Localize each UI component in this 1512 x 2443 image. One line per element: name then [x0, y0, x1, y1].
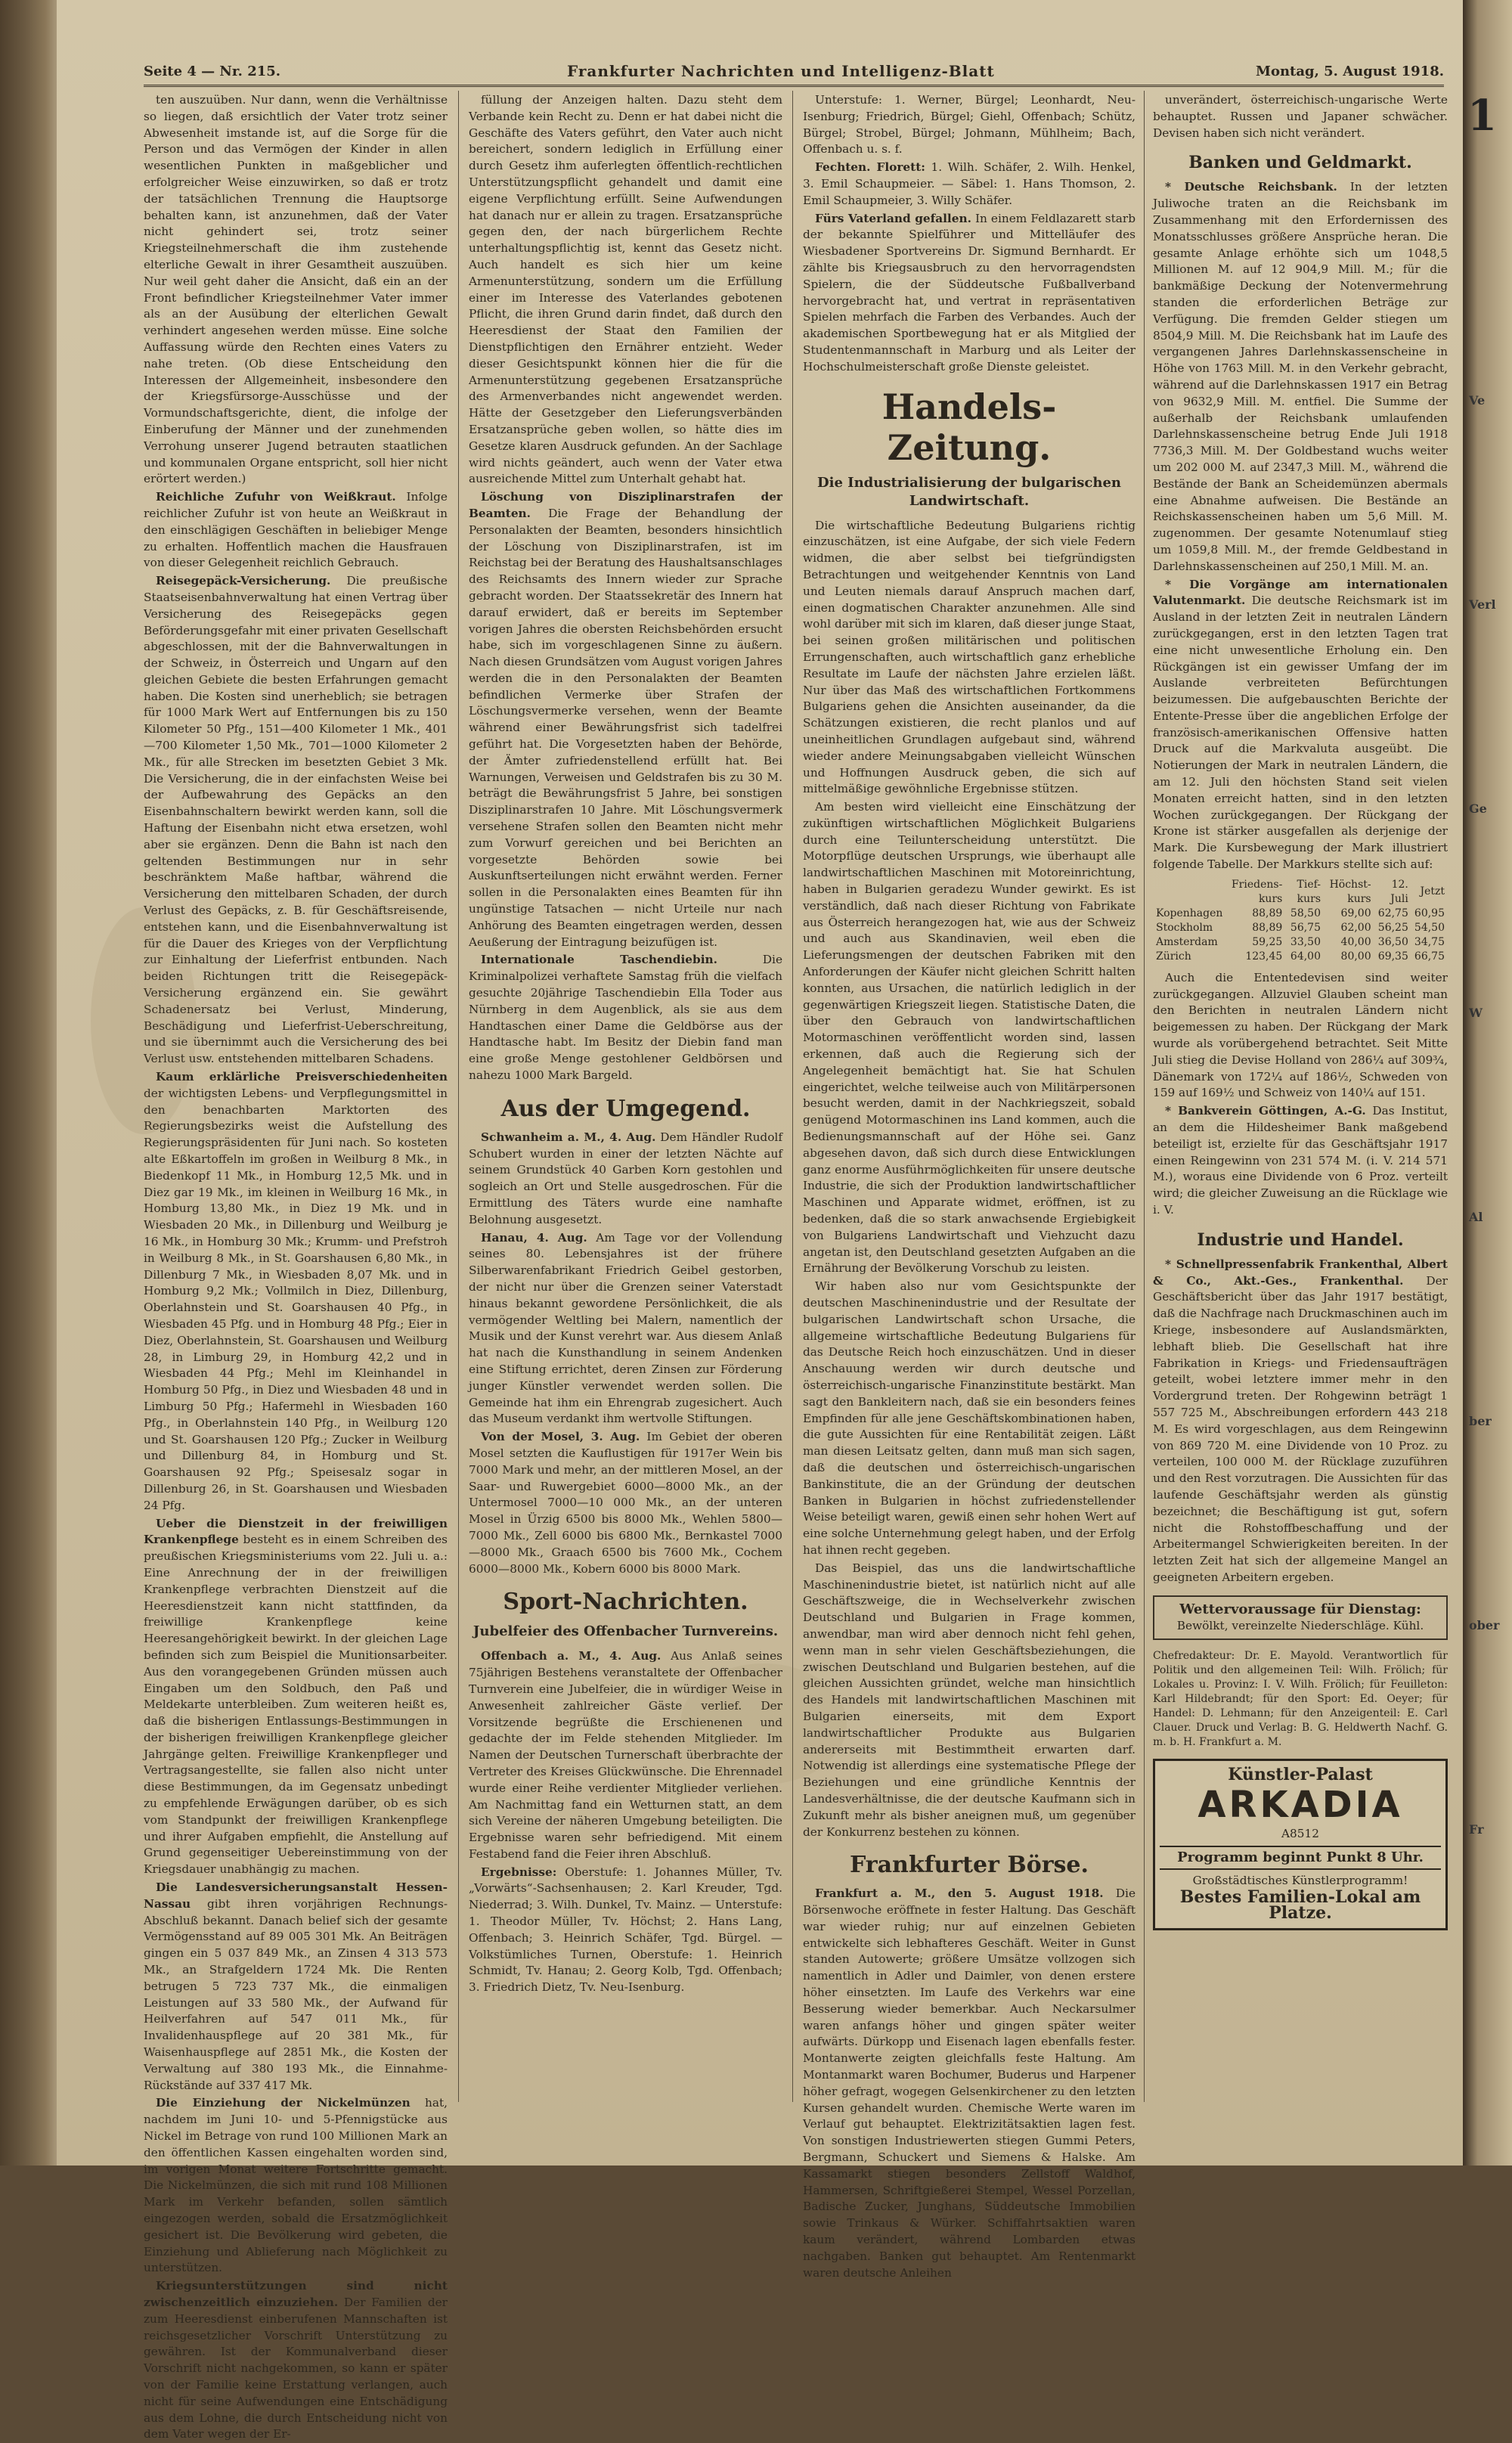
- text-column-4: [1153, 92, 1448, 2104]
- paragraph: [803, 92, 1136, 158]
- table-header-cell: Jetzt: [1420, 885, 1445, 898]
- table-row: [1153, 921, 1448, 935]
- paragraph-lead: Löschung von Disziplinarstrafen der Beamten.: [469, 490, 782, 520]
- weather-text: Bewölkt, vereinzelte Niederschläge. Kühl.: [1176, 1618, 1424, 1632]
- paragraph-text: Dem Händler Rudolf Schubert wurden in einer der letzten Nächte auf seinem Grundstück 40 Garben Korn gestohlen und sogleich an Ort und Stelle ausgedroschen. Für die Ermittlung des Täters wurde eine namhafte Belohnung ausgesetzt.: [469, 1130, 782, 1226]
- paragraph-lead: Fechten. Florett:: [815, 160, 925, 175]
- table-header-cell: Friedens-kurs: [1231, 878, 1283, 905]
- paragraph-lead: * Schnellpressenfabrik Frankenthal, Albert & Co., Akt.-Ges., Frankenthal.: [1153, 1257, 1448, 1288]
- paragraph-text: Aus Anlaß seines 75jährigen Bestehens veranstaltete der Offenbacher Turnverein eine Jubelfeier, die in würdiger Weise in Anwesenheit zahlreicher Gäste verlief. Der Vorsitzende begrüßte die Erschienenen und gedachte der im Felde stehenden Mitglieder. Im Namen der Deutschen Turnerschaft überbrachte der Vertreter des Kreises Glückwünsche. Die Ehrennadel wurde einer Reihe verdienter Mitglieder verliehen. Am Nachmittag fand ein Wetturnen statt, an dem sich Vereine der näheren Umgebung beteiligten. Die Ergebnisse waren sehr befriedigend. Mit einem Festabend fand die Feier ihren Abschluß.: [469, 1649, 782, 1861]
- ad-program-time: Programm beginnt Punkt 8 Uhr.: [1160, 1846, 1441, 1870]
- paragraph-lead: Die Landesversicherungsanstalt Hessen-Nassau: [144, 1880, 448, 1911]
- table-header-cell: Höchst-kurs: [1329, 878, 1371, 905]
- paragraph-text: Im Gebiet der oberen Mosel setzten die Kauflustigen für 1917er Wein bis 7000 Mark und mehr, an der mittleren Mosel, an der Saar- und Ruwergebiet 6000—8000 Mk., an der Untermosel 7000—10 000 Mk., an der unteren Mosel in Ürzig 6500 bis 8000 Mk., Wehlen 5800—7000 Mk., Zell 6000 bis 6800 Mk., Bernkastel 7000—8000 Mk., Graach 6500 bis 7600 Mk., Cochem 6000—8000 Mk., Kobern 6000 bis 8000 Mark.: [469, 1430, 782, 1576]
- section-heading: Aus der Umgegend.: [500, 1095, 751, 1122]
- exchange-rate-table: [1153, 878, 1448, 964]
- paragraph-text: besteht es in einem Schreiben des preußischen Kriegsministeriums vom 22. Juli u. a.: Eine Anrechnung der in der freiwilligen Krankenpflege verbrachten Dienstzeit auf die Heeresdienstzeit kann nicht stattfinden, da freiwillige Krankenpflege keine Heeresangehörigkeit bewirkt. In der gleichen Lage befinden sich zum Beispiel die Munitionsarbeiter. Aus den vorangegebenen Gründen müssen auch Eingaben um den Soldbuch, den Paß und Meldekarte unterbleiben. Zum weiteren heißt es, daß die bisherigen Entlassungs-Bestimmungen in der bisherigen freiwilligen Krankenpflege gleicher Jahrgänge gelten. Freiwillige Krankenpfleger und Vertragsangestellte, sie fallen also nicht unter diese Bestimmungen, da im Gegensatz unbedingt zu empfehlende Erwägungen darüber, ob es sich vom Standpunkt der freiwilligen Krankenpflege und ihrer Aufgaben empfiehlt, die Anstellung auf Grund gegenseitiger Uebereinstimmung von der Kriegsdauer unabhängig zu machen.: [144, 1533, 448, 1877]
- paragraph: [469, 1230, 782, 1428]
- ad-line: Bestes Familien-Lokal am Platze.: [1179, 1887, 1421, 1924]
- ad-code: A8512: [1281, 1827, 1319, 1841]
- paragraph: [803, 1279, 1136, 1559]
- paragraph: [803, 160, 1136, 209]
- table-cell: 54,50: [1414, 921, 1445, 934]
- paragraph-lead: Internationale Taschendiebin.: [481, 953, 717, 967]
- paragraph: [803, 799, 1136, 1277]
- paragraph-text: Die Frage der Behandlung der Personalakten der Beamten, besonders hinsichtlich der Löschung von Disziplinarstrafen, ist im Reichstag bei der Beratung des Haushaltsanschlages des Reichsamts des Innern wieder zur Sprache gebracht worden. Der Staatssekretär des Innern hat darauf erwidert, daß er bereits im September vorigen Jahres die obersten Reichsbehörden ersucht habe, sich im vorgeschlagenen Sinne zu äußern. Nach diesen Grundsätzen vom August vorigen Jahres werden die in den Personalakten der Beamten befindlichen Vermerke über Strafen der Löschungsvermerke versehen, wenn der Beamte während einer Bewährungsfrist sich tadelfrei geführt hat. Die Vorgesetzten haben der Behörde, der Ämter zufriedenstellend erfüllt hat. Bei Warnungen, Verweisen und Geldstrafen bis zu 30 M. beträgt die Bewährungsfrist 5 Jahre, bei sonstigen Disziplinarstrafen 10 Jahre. Mit Löschungsvermerk versehene Strafen sollen den Beamten nicht mehr zum Vorwurf gereichen und bei Berichten an vorgesetzte Behörden sowie bei Auskunftserteilungen nicht erwähnt werden. Ferner sollen in die Personalakten eines Beamten für ihn ungünstige Tatsachen — nicht Urteile nur nach Anhörung des Beamten eingetragen werden, dessen Aeußerung der Eintragung beizufügen ist.: [469, 506, 782, 949]
- paragraph-text: Oberstufe: 1. Johannes Müller, Tv. „Vorwärts“-Sachsenhausen; 2. Karl Kreuder, Tgd. Niederrad; 3. Wilh. Dunkel, Tv. Mainz. — Unterstufe: 1. Theodor Müller, Tv. Höchst; 2. Hans Lang, Offenbach; 3. Heinrich Schäfer, Tgd. Bürgel. — Volkstümliches Turnen, Oberstufe: 1. Heinrich Schmidt, Tv. Hanau; 2. Georg Kolb, Tgd. Offenbach; 3. Friedrich Dietz, Tv. Neu-Isenburg.: [469, 1865, 782, 1995]
- adjacent-page-text-fragment: Fr: [1469, 1822, 1484, 1837]
- table-row: [1153, 907, 1448, 921]
- article-subheading: Jubelfeier des Offenbacher Turnvereins.: [472, 1623, 779, 1640]
- paragraph-text: hat, nachdem im Juni 10- und 5-Pfennigstücke aus Nickel im Betrage von rund 100 Millionen Mark an den öffentlichen Kassen eingehalten worden sind, im vorigen Monat weitere Fortschritte gemacht. Die Nickelmünzen, die sich mit rund 108 Millionen Mark im Verkehr befanden, sollen sämtlich eingezogen werden, sobald die Ersatzmöglichkeit gesichert ist. Die Bevölkerung wird gebeten, die Einziehung und Ablieferung nach Möglichkeit zu unterstützen.: [144, 2096, 448, 2275]
- table-cell: 123,45: [1245, 950, 1283, 963]
- table-cell: 56,25: [1377, 921, 1408, 934]
- paragraph: [469, 1429, 782, 1577]
- adjacent-page-text-fragment: Al: [1469, 1210, 1483, 1224]
- column-rule: [792, 91, 793, 2102]
- adjacent-page-text-fragment: ber: [1469, 1414, 1492, 1428]
- table-cell: 88,89: [1252, 921, 1283, 934]
- ad-line: Großstädtisches Künstlerprogramm!: [1192, 1873, 1408, 1887]
- paragraph-lead: Schwanheim a. M., 4. Aug.: [481, 1130, 656, 1144]
- paragraph-text: Die deutsche Reichsmark ist im Ausland in der letzten Zeit in neutralen Ländern zurückgegangen, erst in den letzten Tagen trat eine nicht unwesentliche Erholung ein. Den Rückgängen ist ein gewisser Umfang der im Auslande verbreiteten Befürchtungen beizumessen. Die aufgebauschten Berichte der Entente-Presse über die angeblichen Erfolge der französisch-amerikanischen Offensive hatten Druck auf die Markvaluta ausgeübt. Die Notierungen der Mark in neutralen Ländern, die am 12. Juli den höchsten Stand seit vielen Monaten erreicht hatten, sind in den letzten Wochen zurückgegangen. Der Rückgang der Krone ist stärker ausgefallen als derjenige der Mark. Die Kursbewegung der Mark illustriert folgende Tabelle. Der Markkurs stellte sich auf:: [1153, 594, 1448, 872]
- text-column-1: [144, 92, 448, 2441]
- table-row: [1153, 935, 1448, 950]
- paragraph: [144, 92, 448, 488]
- paragraph-lead: Von der Mosel, 3. Aug.: [481, 1430, 640, 1444]
- paragraph: [469, 1648, 782, 1862]
- paragraph-text: Auch die Ententedevisen sind weiter zurückgegangen. Allzuviel Glauben scheint man den Berichten in neutralen Ländern nicht beigemessen zu haben. Der Rückgang der Mark wurde als vorübergehend betrachtet. Seit Mitte Juli stieg die Devise Holland von 286¼ auf 309¾, Dänemark von 172¼ auf 186½, Schweden von 159 auf 169½ und Schweiz von 140¼ auf 151.: [1153, 970, 1448, 1100]
- paragraph-lead: Ueber die Dienstzeit in der freiwilligen Krankenpflege: [144, 1516, 448, 1547]
- paragraph-text: Unterstufe: 1. Werner, Bürgel; Leonhardt, Neu-Isenburg; Friedrich, Bürgel; Giehl, Offenbach; Schütz, Bürgel; Strobel, Bürgel; Johmann, Mühlheim; Bach, Offenbach u. s. f.: [803, 93, 1136, 157]
- text-column-2: [469, 92, 782, 2104]
- text-column-3: [803, 92, 1136, 2280]
- paragraph: [469, 952, 782, 1084]
- book-binding: [0, 0, 57, 2166]
- paragraph-text: ten auszuüben. Nur dann, wenn die Verhältnisse so liegen, daß ersichtlich der Vater trotz seiner Abwesenheit imstande ist, auf die Sorge für die Person und das Vermögen der Kinder in allen wesentlichen Punkten in maßgeblicher und erfolgreicher Weise einzuwirken, so daß er trotz der tatsächlichen Trennung die Hauptsorge behalten kann, ist anzunehmen, daß der Vater nicht gehindert sei, trotz seiner Kriegsteilnehmerschaft die ihm zustehende elterliche Gewalt in ihrer Gesamtheit auszuüben. Nur weil geht daher die Ansicht, daß ein an der Front befindlicher Kriegsteilnehmer Vater immer als an der Ausübung der elterlichen Gewalt verhindert angesehen werden müsse. Eine solche Auffassung würde den Rechten eines Vaters zu nahe treten. (Ob diese Entscheidung den Interessen der Allgemeinheit, insbesondere den der Kriegsfürsorge-Ausschüsse und der Vormundschaftsgerichte, dient, die infolge der Einberufung der Männer und der zunehmenden Verrohung unserer Jugend betrauten staatlichen und kommunalen Organe entspricht, soll hier nicht erörtert werden.): [144, 93, 448, 486]
- table-cell: 88,89: [1252, 907, 1283, 919]
- table-cell: 34,75: [1414, 935, 1445, 948]
- paragraph: [803, 211, 1136, 376]
- paragraph: [469, 489, 782, 950]
- table-header-cell: [1153, 878, 1225, 907]
- paragraph: [469, 1130, 782, 1229]
- paragraph-lead: Kaum erklärliche Preisverschiedenheiten: [156, 1070, 448, 1084]
- paragraph: [1153, 92, 1448, 141]
- ad-venue-label: Künstler-Palast: [1228, 1765, 1373, 1785]
- paragraph: [469, 92, 782, 488]
- paragraph-text: Die Kriminalpolizei verhaftete Samstag früh die vielfach gesuchte 20jährige Taschendiebin Ella Toder aus Nürnberg in dem Augenblick, als sie aus dem Handtaschen einer Dame die Geldbörse aus der Handtasche habt. Im Besitz der Diebin fand man eine große Menge gestohlener Geldbörsen und nahezu 1000 Mark Bargeld.: [469, 953, 782, 1083]
- paragraph-text: In der letzten Juliwoche traten an die Reichsbank im Zusammenhang mit den Erfordernissen des Monatsschlusses größere Ansprüche heran. Die gesamte Anlage erhöhte sich um 1048,5 Millionen M. auf 12 904,9 Mill. M.; für die bankmäßige Deckung der Notenvermehrung standen die erforderlichen Beträge zur Verfügung. Die fremden Gelder stiegen um 8504,9 Mill. M. Die Reichsbank hat im Laufe des vergangenen Jahres Darlehnskassenscheine in Höhe von 1763 Mill. M. in den Verkehr gebracht, während auf die Darlehnskassen 1917 ein Betrag von 9632,9 Mill. M. entfiel. Die Summe der außerhalb der Reichsbank umlaufenden Darlehnskassenscheine betrug Ende Juli 1918 7736,3 Mill. M. Der Goldbestand wuchs weiter um 202 000 M. auf 2347,3 Mill. M., während die Bestände der Bank an Scheidemünzen abermals eine Abnahme aufweisen. Die Bestände an Reichskassenscheinen haben um 5,6 Mill. M. zugenommen. Der gesamte Notenumlauf stieg um 1059,8 Mill. M., der fremde Geldbestand in Darlehnskassenscheinen auf 250,1 Mill. M. an.: [1153, 180, 1448, 573]
- page-number: Seite 4 — Nr. 215.: [144, 64, 281, 79]
- paragraph: [1153, 577, 1448, 873]
- table-cell: Amsterdam: [1156, 935, 1218, 948]
- column-rule: [458, 91, 459, 2102]
- paragraph-lead: Hanau, 4. Aug.: [481, 1230, 587, 1245]
- paragraph-text: füllung der Anzeigen halten. Dazu steht dem Verbande kein Recht zu. Denn er hat dabei nicht die Geschäfte des Vaters geführt, den Vater auch nicht bereichert, sondern lediglich in Erfüllung einer durch Gesetz ihm auferlegten öffentlich-rechtlichen Unterstützungspflicht gehandelt und damit eine eigene Verpflichtung erfüllt. Seine Aufwendungen hat danach nur er allein zu tragen. Ersatzansprüche gegen den, der nach bürgerlichem Rechte unterhaltungspflichtig ist, kennt das Gesetz nicht. Auch handelt es sich hier um keine Armenunterstützung, sondern um die Erfüllung einer im Interesse des Vaterlandes gebotenen Pflicht, die ihren Grund darin findet, daß durch den Heeresdienst der Staat den Familien der Dienstpflichtigen den Ernährer entzieht. Weder dieser Gesichtspunkt können hier die für die Armenunterstützung gegebenen Ersatzansprüche des Armenverbandes nicht angewendet werden. Hätte der Gesetzgeber den Lieferungsverbänden Ersatzansprüche geben wollen, so hätte dies im Gesetze klaren Ausdruck gefunden. An der Sachlage wird nichts geändert, auch wenn der Vater etwa ausreichende Mittel zum Unterhalt gehabt hat.: [469, 93, 782, 486]
- paragraph: [144, 2095, 448, 2277]
- paragraph-text: unverändert, österreichisch-ungarische Werte behauptet. Russen und Japaner schwächer. Devisen haben sich nicht verändert.: [1153, 93, 1448, 140]
- paragraph-lead: Die Einziehung der Nickelmünzen: [156, 2096, 411, 2110]
- adjacent-page-text-fragment: Ge: [1469, 801, 1487, 816]
- section-heading: Banken und Geldmarkt.: [1188, 153, 1412, 173]
- paragraph: [144, 2278, 448, 2443]
- section-heading: Frankfurter Börse.: [850, 1852, 1089, 1879]
- weather-title: Wettervoraussage für Dienstag:: [1179, 1601, 1421, 1617]
- paragraph-lead: * Deutsche Reichsbank.: [1165, 180, 1337, 194]
- weather-forecast-box: [1153, 1595, 1448, 1641]
- table-header-cell: Tief-kurs: [1297, 878, 1321, 905]
- adjacent-page-text-fragment: Ve: [1469, 393, 1486, 408]
- paragraph-text: Wir haben also nur vom Gesichtspunkte der deutschen Maschinenindustrie und der Resultate der bulgarischen Landwirtschaft schon Ursache, die allgemeine wirtschaftliche Bedeutung Bulgariens für das Deutsche Reich hoch einzuschätzen. Und in dieser Anschauung werden wir durch deutsche und österreichisch-ungarische Finanzinstitute bestärkt. Man sagt den Bankleitern nach, daß sie ein besonders feines Empfinden für alle jene Geschäftskombinationen haben, die gute Aussichten für eine Rentabilität zeigen. Läßt man diesen Leitsatz gelten, dann muß man sich sagen, daß die deutschen und österreichisch-ungarischen Bankinstitute, die an der Gründung der deutschen Banken in Bulgarien in höchst zufriedenstellender Weise beteiligt waren, gewiß einen sehr hohen Wert auf eine solche Unternehmung gelegt haben, und der Erfolg hat ihnen recht gegeben.: [803, 1279, 1136, 1557]
- paragraph-text: Die Börsenwoche eröffnete in fester Haltung. Das Geschäft war wieder ruhig; nur auf einzelnen Gebieten entwickelte sich lebhafteres Geschäft. Weiter in Gunst standen Autowerte; größere Umsätze vollzogen sich namentlich in Adler und Daimler, von denen erstere höher einsetzten. Im Laufe des Verkehrs war eine Besserung wieder bemerkbar. Auch Neckarsulmer waren anfangs höher und gingen später weiter aufwärts. Dürkopp und Eisenach lagen ebenfalls fester. Montanwerte zeigten gleichfalls feste Haltung. Am Montanmarkt waren Bochumer, Buderus und Harpener höher gefragt, wogegen Gelsenkirchener zu den letzten Kursen gehandelt wurden. Chemische Werte waren im Verlauf gut behauptet. Elektrizitätsaktien lagen fest. Von sonstigen Industriewerten stiegen Gummi Peters, Bergmann, Schuckert und Siemens & Halske. Am Kassamarkt stiegen besonders Zellstoff Waldhof, Hammersen, Schriftgießerei Stempel, Wessel Porzellan, Badische Zucker, Junghans, Süddeutsche Immobilien sowie Trinkaus & Würker. Schiffahrtsaktien waren kaum verändert, während Lombarden etwas nachgaben. Banken gut behauptet. Am Rentenmarkt waren deutsche Anleihen: [803, 1887, 1136, 2280]
- paragraph-lead: Kriegsunterstützungen sind nicht zwischenzeitlich einzuziehen.: [144, 2279, 448, 2309]
- paragraph-text: 1. Wilh. Schäfer, 2. Wilh. Henkel, 3. Emil Schaupmeier. — Säbel: 1. Hans Thomson, 2. Emil Schaupmeier, 3. Willy Schäfer.: [803, 160, 1136, 207]
- paragraph: [144, 573, 448, 1068]
- table-cell: 33,50: [1290, 935, 1321, 948]
- paragraph: [803, 518, 1136, 798]
- adjacent-page-text-fragment: Verl: [1469, 597, 1496, 612]
- table-row: [1153, 950, 1448, 964]
- table-cell: 58,50: [1290, 907, 1321, 919]
- table-cell: Zürich: [1156, 950, 1191, 963]
- paragraph: [803, 1886, 1136, 2281]
- paragraph-lead: * Die Vorgänge am internationalen Valutenmarkt.: [1153, 577, 1448, 608]
- issue-date: Montag, 5. August 1918.: [1256, 64, 1444, 79]
- paragraph-text: Die preußische Staatseisenbahnverwaltung hat einen Vertrag über Versicherung des Reisegepäcks gegen Beförderungsgefahr mit einer privaten Gesellschaft abgeschlossen, mit der die Bahnverwaltungen in der Schweiz, in Österreich und Ungarn auf den gleichen Gebiete die besten Erfahrungen gemacht haben. Die Kosten sind unerheblich; sie betragen für 1000 Mark Wert auf Entfernungen bis zu 150 Kilometer 50 Pfg., 151—400 Kilometer 1 Mk., 401—700 Kilometer 1,50 Mk., 701—1000 Kilometer 2 Mk., für alle Strecken im besetzten Gebiet 3 Mk. Die Versicherung, die in der einfachsten Weise bei der Aufbewahrung des Gepäcks an den Eisenbahnschaltern bewirkt werden kann, soll die Haftung der Eisenbahn nicht etwa ersetzen, wohl aber sie ergänzen. Denn die Bahn ist nach den geltenden Bestimmungen nur in sehr beschränktem Maße haftbar, während die Versicherung den mittelbaren Schaden, der durch Verlust des Gepäcks, z. B. für Geschäftsreisende, entstehen kann, und die Eisenbahnverwaltung ist für die Dauer des Krieges von der Verpflichtung zur Einhaltung der Lieferfrist entbunden. Nach beiden Richtungen tritt die Reisegepäck-Versicherung ergänzend ein. Sie gewährt Schadenersatz bei Verlust, Minderung, Beschädigung und Lieferfrist-Ueberschreitung, und sie übernimmt auch die Versicherung des bei Verlust usw. entstehenden mittelbaren Schadens.: [144, 574, 448, 1066]
- paragraph: [1153, 1257, 1448, 1586]
- adjacent-page-edge: [1463, 0, 1512, 2166]
- adjacent-page-text-fragment: ober: [1469, 1618, 1500, 1632]
- paragraph: [144, 1880, 448, 2094]
- paragraph-lead: Fürs Vaterland gefallen.: [815, 211, 971, 225]
- ad-venue-name: ARKADIA: [1198, 1784, 1403, 1827]
- paragraph-text: Am Tage vor der Vollendung seines 80. Lebensjahres ist der frühere Silberwarenfabrikant Friedrich Geibel gestorben, der nicht nur über die Grenzen seiner Vaterstadt hinaus bekannt gewordene Persönlichkeit, die als vermögender Weltling bei Malern, namentlich der Musik und der Kunst verehrt war. Aus diesem Anlaß hat nach die Kunsthandlung in seinem Andenken eine Stiftung errichtet, deren Zinsen zur Förderung junger Künstler verwendet werden sollen. Die Gemeinde hat ihm ein Ehrengrab zugesichert. Auch das Museum verdankt ihm wertvolle Stiftungen.: [469, 1230, 782, 1426]
- table-cell: 69,00: [1340, 907, 1371, 919]
- advertisement-arkadia: [1153, 1759, 1448, 1930]
- article-subheading: Die Industrialisierung der bulgarischen Landwirtschaft.: [817, 474, 1121, 509]
- paragraph: [144, 1516, 448, 1879]
- paragraph-text: Das Institut, an dem die Hildesheimer Bank maßgebend beteiligt ist, erzielte für das Geschäftsjahr 1917 einen Reingewinn von 231 574 M. (i. V. 214 571 M.), woraus eine Dividende von 6 Proz. verteilt wird; die gleicher Zuweisung an die Rücklage wie i. V.: [1153, 1104, 1448, 1217]
- paragraph-lead: Reisegepäck-Versicherung.: [156, 574, 331, 588]
- table-cell: 62,75: [1377, 907, 1408, 919]
- paragraph: [1153, 970, 1448, 1102]
- section-heading: Sport-Nachrichten.: [503, 1589, 748, 1616]
- paragraph-text: In einem Feldlazarett starb der bekannte Spielführer und Mittelläufer des Wiesbadener Sportvereins Dr. Sigmund Bernhardt. Er zählte bis Kriegsausbruch zu den hervorragendsten Spielern, die der Süddeutsche Fußballverband hervorgebracht hat, und vertrat in repräsentativen Spielen mehrfach die Farben des Verbandes. Auch der akademischen Sportbewegung hat er als Mitglied der Studentenmannschaft in Marburg und als Leiter der Hochschulmeisterschaft große Dienste geleistet.: [803, 211, 1136, 374]
- table-cell: 60,95: [1414, 907, 1445, 919]
- newspaper-title: Frankfurter Nachrichten und Intelligenz-Blatt: [567, 62, 995, 80]
- paragraph-lead: Ergebnisse:: [481, 1865, 557, 1879]
- paragraph: [144, 1069, 448, 1514]
- paragraph-text: Infolge reichlicher Zufuhr ist von heute an Weißkraut in den einschlägigen Geschäften in beliebiger Menge zu erhalten. Hoffentlich machen die Hausfrauen von dieser Gelegenheit reichlich Gebrauch.: [144, 490, 448, 570]
- paragraph-text: Der Familien der zum Heeresdienst einberufenen Mannschaften ist reichsgesetzlicher Vorschrift Unterstützung zu gewähren. Ist der Kommunalverband dieser Vorschrift nicht nachgekommen, so kann er später von der Familie keine Erstattung verlangen, auch nicht für seine Aufwendungen eine Entschädigung aus dem Lohne, die durch Entscheidung nicht von dem Vater wegen der Er-: [144, 2295, 448, 2441]
- table-cell: 69,35: [1377, 950, 1408, 963]
- table-cell: 36,50: [1377, 935, 1408, 948]
- table-cell: 56,75: [1290, 921, 1321, 934]
- table-cell: 66,75: [1414, 950, 1445, 963]
- table-header-cell: 12. Juli: [1390, 878, 1408, 905]
- paragraph: [1153, 1103, 1448, 1219]
- imprint: Chefredakteur: Dr. E. Mayold. Verantwortlich für Politik und den allgemeinen Teil: Wilh. Frölich; für Lokales u. Provinz: I. V. Wilh. Frölich; für Feuilleton: Karl Hildebrandt; für den Sport: Ed. Oeyer; für Handel: D. Lehmann; für den Anzeigenteil: E. Carl Clauer. Druck und Verlag: B. G. Heldwerth Nachf. G. m. b. H. Frankfurt a. M.: [1153, 1650, 1448, 1749]
- table-cell: 59,25: [1252, 935, 1283, 948]
- paragraph-text: Der Geschäftsbericht über das Jahr 1917 bestätigt, daß die Nachfrage nach Druckmaschinen auch im Kriege, insbesondere auf Auslandsmärkten, lebhaft blieb. Die Gesellschaft hat ihre Fabrikation in Kriegs- und Friedensaufträgen geteilt, wobei letztere immer mehr in den Vordergrund treten. Der Rohgewinn beträgt 1 557 725 M., Abschreibungen erfordern 443 218 M. Es wird vorgeschlagen, aus dem Reingewinn von 869 720 M. eine Dividende von 10 Proz. zu verteilen, 100 000 M. der Rücklage zuzuführen und den Rest vorzutragen. Die Aussichten für das laufende Geschäftsjahr werden als günstig bezeichnet; die Beschäftigung ist gut, sofern nicht die Rohstoffbeschaffung und der Arbeitermangel Schwierigkeiten bereiten. In der letzten Zeit hat sich der allgemeine Mangel an geeigneten Arbeitern ergeben.: [1153, 1273, 1448, 1584]
- paragraph: [469, 1865, 782, 1996]
- adjacent-page-text-fragment: W: [1469, 1006, 1483, 1020]
- paragraph-text: gibt ihren vorjährigen Rechnungs-Abschluß bekannt. Danach belief sich der gesamte Vermögensstand auf 89 005 301 Mk. An Beiträgen gingen ein 5 037 849 Mk., an Zinsen 4 313 573 Mk., an Strafgeldern 1724 Mk. Die Renten betrugen 5 723 737 Mk., die einmaligen Leistungen auf 33 580 Mk., der Aufwand für Heilverfahren auf 547 011 Mk., für Invalidenhauspflege auf 20 381 Mk., für Waisenhauspflege auf 2851 Mk., die Kosten der Verwaltung auf 380 193 Mk., die Einnahme-Rückstände auf 337 417 Mk.: [144, 1896, 448, 2092]
- table-cell: Stockholm: [1156, 921, 1213, 934]
- section-heading: Handels-Zeitung.: [881, 386, 1057, 468]
- table-cell: 62,00: [1340, 921, 1371, 934]
- table-cell: 80,00: [1340, 950, 1371, 963]
- table-cell: Kopenhagen: [1156, 907, 1223, 919]
- adjacent-page-masthead-fragment: 1: [1467, 91, 1497, 141]
- table-cell: 40,00: [1340, 935, 1371, 948]
- column-rule: [1144, 91, 1145, 2102]
- paragraph-text: Am besten wird vielleicht eine Einschätzung der zukünftigen wirtschaftlichen Möglichkeit Bulgariens durch eine Teilunterscheidung unterstützt. Die Motorpflüge deutschen Ursprungs, wie überhaupt alle landwirtschaftlichen Maschinen mit Motoreinrichtung, haben in Bulgarien geradezu Wunder gewirkt. Es ist verständlich, daß nach dieser Richtung von Fabrikate aus Österreich herangezogen hat, wie aus der Schweiz und auch aus Skandinavien, weil eben die Lieferungsmengen der deutschen Fabriken mit den Anforderungen der Käufer nicht gleichen Schritt halten konnten, aus Ursachen, die natürlich lediglich in der gegenwärtigen Kriegszeit liegen. Statistische Daten, die über den Gebrauch von landwirtschaftlichen Motormaschinen veröffentlicht worden sind, lassen erkennen, daß auch die Regierung sich der Angelegenheit bemächtigt hat. Sie hat Schulen eingerichtet, welche teilweise auch von Militärpersonen besucht werden, damit in der Nachkriegszeit, sobald genügend Motormaschinen ins Land kommen, auch die Bedienungsmannschaft auf der Höhe sei. Ganz abgesehen davon, daß sich durch diese Entwicklungen ganz enorme Ausführmöglichkeiten für unsere deutsche Industrie, die sich der Produktion landwirtschaftlicher Maschinen und Apparate widmet, eröffnen, ist zu bedenken, daß die so stark anwachsende Ergiebigkeit von Bulgariens Landwirtschaft und Viehzucht dazu angetan ist, den Deutschland gesetzten Aufgaben an die Ernährung der Bevölkerung Vorschub zu leisten.: [803, 800, 1136, 1276]
- paragraph-text: Das Beispiel, das uns die landwirtschaftliche Maschinenindustrie bietet, ist natürlich nicht auf alle Geschäftszweige, die in Wechselverkehr zwischen Deutschland und Bulgarien in Frage kommen, anwendbar, man wird aber dennoch nicht fehl gehen, wenn man in sehr vielen Geschäftsbeziehungen, die zwischen Deutschland und Bulgarien bestehen, auf die gleichen Aussichten gründet, welche man hinsichtlich des Handels mit landwirtschaftlichen Maschinen mit Bulgarien einerseits, mit dem Export landwirtschaftlicher Produkte aus Bulgarien andererseits mit Bestimmtheit erwarten darf. Notwendig ist allerdings eine systematische Pflege der Beziehungen und eine gründliche Kenntnis der Landesverhältnisse, die der deutsche Kaufmann sich in Zukunft mehr als bisher aneignen muß, um gegenüber der Konkurrenz bestehen zu können.: [803, 1561, 1136, 1839]
- paragraph: [144, 489, 448, 572]
- paragraph: [803, 1561, 1136, 1841]
- paragraph: [1153, 179, 1448, 575]
- paragraph-text: der wichtigsten Lebens- und Verpflegungsmittel in den benachbarten Marktorten des Regierungsbezirks weist die Aufstellung des Regierungspräsidenten für Juni nach. So kosteten alte Eßkartoffeln im großen in Weilburg 8 Mk., in Biedenkopf 11 Mk., in Homburg 12,5 Mk. und in Diez gar 19 Mk., im kleinen in Weilburg 16 Mk., in Homburg 13,80 Mk., in Diez 19 Mk. und in Wiesbaden 20 Mk., in Dillenburg und Weilburg je 16 Mk., in Homburg 30 Mk.; Krumm- und Prefstroh in Weilburg 8 Mk., in St. Goarshausen 6,80 Mk., in Dillenburg 7 Mk., in Wiesbaden 8,07 Mk. und in Homburg 9,2 Mk.; Vollmilch in Diez, Dillenburg, Oberlahnstein und St. Goarshausen 40 Pfg., in Wiesbaden 45 Pfg. und in Homburg 48 Pfg.; Eier in Diez, Oberlahnstein, St. Goarshausen und Weilburg 28, in Limburg 29, in Homburg 42,2 und in Wiesbaden 44 Pfg.; Mehl im Kleinhandel in Homburg 50 Pfg., in Diez und Wiesbaden 48 und in Limburg 50 Pfg.; Hafermehl in Wiesbaden 160 Pfg., in Oberlahnstein 140 Pfg., in Weilburg 120 und St. Goarshausen 120 Pfg.; Zucker in Weilburg und Dillenburg 84, in Homburg und St. Goarshausen 92 Pfg.; Speisesalz sogar in Dillenburg 26, in St. Goarshausen und Wiesbaden 24 Pfg.: [144, 1086, 448, 1512]
- paragraph-text: Die wirtschaftliche Bedeutung Bulgariens richtig einzuschätzen, ist eine Aufgabe, der sich viele Federn widmen, die aber selbst bei tiefgründigsten Betrachtungen und weitgehender Kenntnis von Land und Leuten niemals darauf Anspruch machen darf, einen dogmatischen Charakter anzunehmen. Alle sind wohl darüber mit sich im klaren, daß dieser junge Staat, bei seinen großen militärischen und politischen Errungenschaften, auch wirtschaftlich ganz erhebliche Resultate im Laufe der nächsten Jahre erzielen läßt. Nur über das Maß des wirtschaftlichen Fortkommens Bulgariens gehen die Ansichten auseinander, da die Schätzungen existieren, die recht planlos und auf uneinheitlichen Grundlagen aufgebaut sind, während wieder andere Meinungsabgaben vielleicht Wünschen und Hoffnungen Ausdruck geben, die sich auf mittelmäßige gewöhnliche Ergebnisse stützen.: [803, 518, 1136, 796]
- paragraph-lead: Frankfurt a. M., den 5. August 1918.: [815, 1887, 1104, 1901]
- section-heading: Industrie und Handel.: [1197, 1229, 1404, 1250]
- paragraph-lead: Reichliche Zufuhr von Weißkraut.: [156, 490, 396, 504]
- page-header: [144, 62, 1444, 87]
- paragraph-lead: Offenbach a. M., 4. Aug.: [481, 1649, 662, 1663]
- paragraph-lead: * Bankverein Göttingen, A.-G.: [1165, 1104, 1366, 1118]
- table-cell: 64,00: [1290, 950, 1321, 963]
